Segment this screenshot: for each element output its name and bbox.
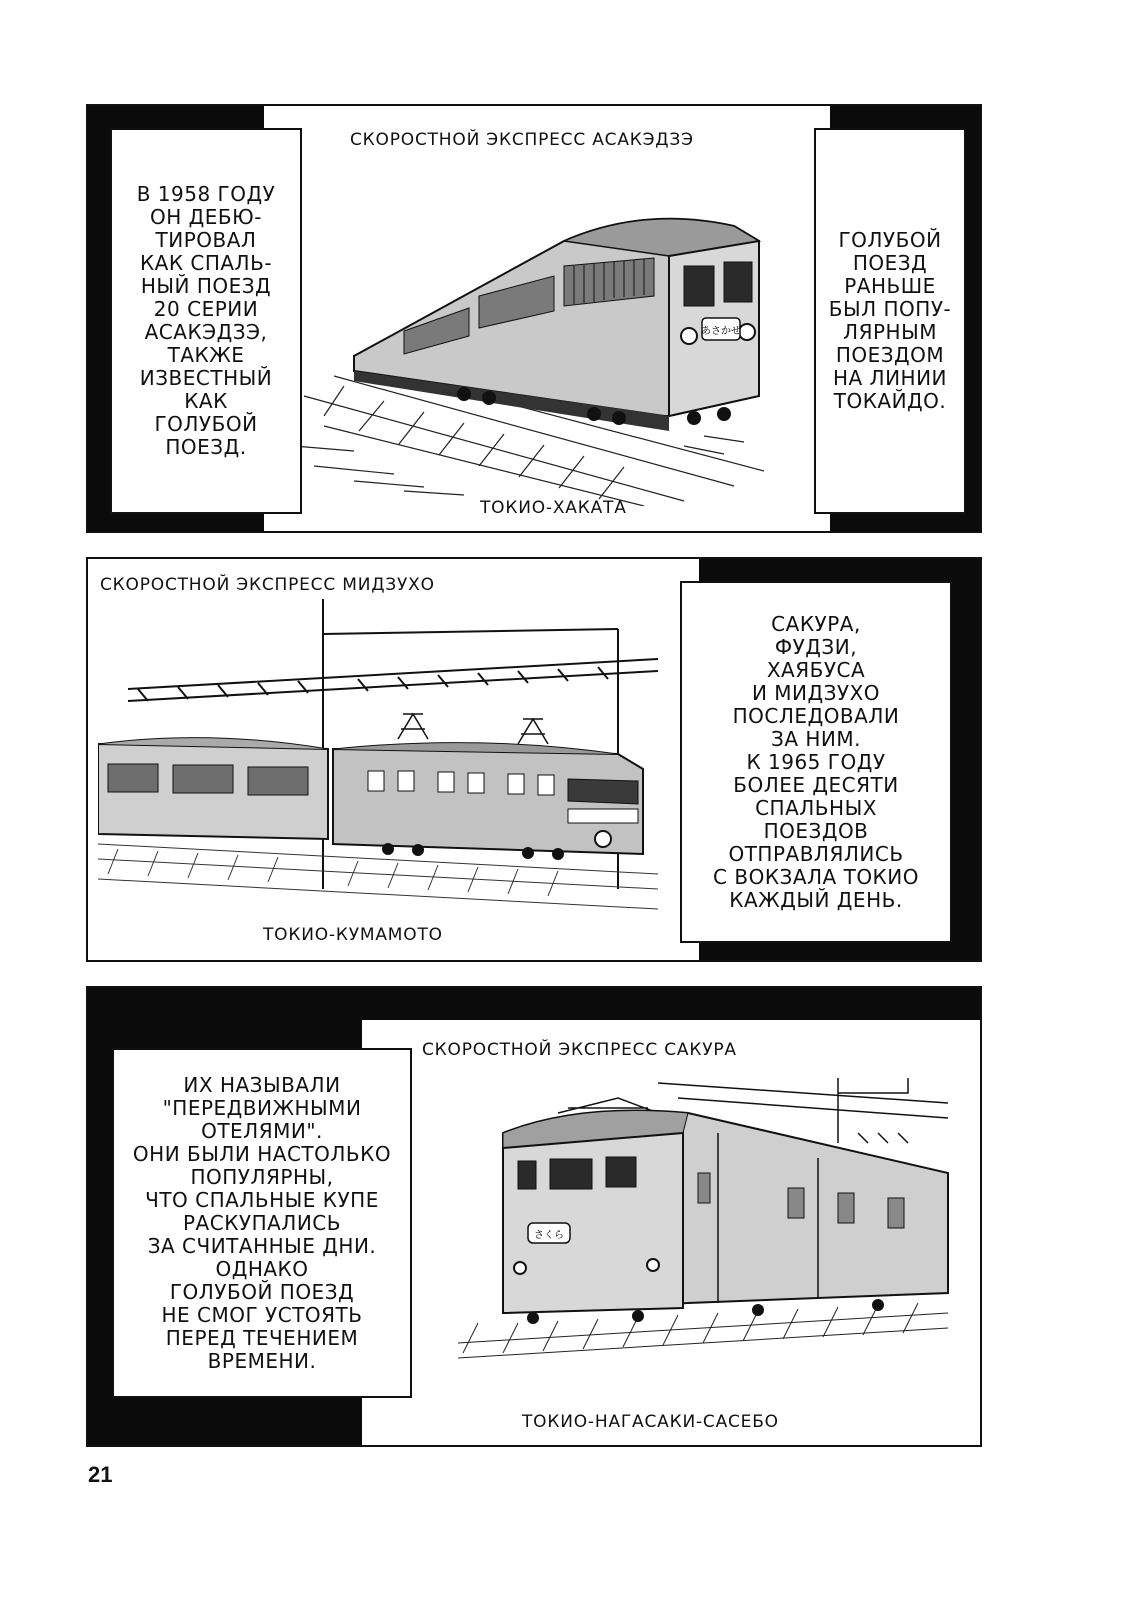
asakaze-title: СКОРОСТНОЙ ЭКСПРЕСС АСАКЭДЗЭ <box>350 130 694 150</box>
asakaze-right-narration: ГОЛУБОЙ ПОЕЗД РАНЬШЕ БЫЛ ПОПУ- ЛЯРНЫМ ПОЕЗДОМ НА ЛИНИИ ТОКАЙДО. <box>828 228 952 413</box>
asakaze-route: ТОКИО-ХАКАТА <box>480 498 627 518</box>
panel-sakura <box>86 986 982 1447</box>
asakaze-right-narration-box <box>814 128 966 514</box>
asakaze-left-narration: В 1958 ГОДУ ОН ДЕБЮ- ТИРОВАЛ КАК СПАЛЬ- НЫЙ ПОЕЗД 20 СЕРИИ АСАКЭДЗЭ, ТАКЖЕ ИЗВЕСТНЫЙ КАК ГОЛУБОЙ ПОЕЗД. <box>136 182 276 459</box>
sakura-title: СКОРОСТНОЙ ЭКСПРЕСС САКУРА <box>422 1040 737 1060</box>
asakaze-headboard-sign: あさかぜ <box>701 326 741 337</box>
mizuho-route: ТОКИО-КУМАМОТО <box>263 925 443 945</box>
sakura-left-narration-box <box>112 1048 412 1398</box>
sakura-headboard-sign: さくら <box>534 1230 564 1241</box>
sakura-train-illustration <box>458 1073 958 1373</box>
sakura-left-narration: ИХ НАЗЫВАЛИ "ПЕРЕДВИЖНЫМИ ОТЕЛЯМИ". ОНИ БЫЛИ НАСТОЛЬКО ПОПУЛЯРНЫ, ЧТО СПАЛЬНЫЕ КУПЕ РАСКУПАЛИСЬ ЗА СЧИТАННЫЕ ДНИ. ОДНАКО ГОЛУБОЙ ПОЕЗД НЕ СМОГ УСТОЯТЬ ПЕРЕД ТЕЧЕНИЕМ ВРЕМЕНИ. <box>132 1072 392 1373</box>
mizuho-right-narration: САКУРА, ФУДЗИ, ХАЯБУСА И МИДЗУХО ПОСЛЕДОВАЛИ ЗА НИМ. К 1965 ГОДУ БОЛЕЕ ДЕСЯТИ СПАЛЬНЫХ ПОЕЗДОВ ОТПРАВЛЯЛИСЬ С ВОКЗАЛА ТОКИО КАЖДЫЙ ДЕНЬ. <box>713 611 919 912</box>
asakaze-train-illustration <box>264 146 830 506</box>
page-number: 21 <box>88 1462 113 1487</box>
panel-asakaze <box>86 104 982 533</box>
mizuho-right-narration-box <box>680 581 952 943</box>
mizuho-title: СКОРОСТНОЙ ЭКСПРЕСС МИДЗУХО <box>100 575 435 595</box>
mizuho-train-illustration <box>98 589 698 929</box>
asakaze-left-narration-box <box>110 128 302 514</box>
panel-mizuho <box>86 557 982 962</box>
sakura-route: ТОКИО-НАГАСАКИ-САСЕБО <box>522 1412 779 1432</box>
